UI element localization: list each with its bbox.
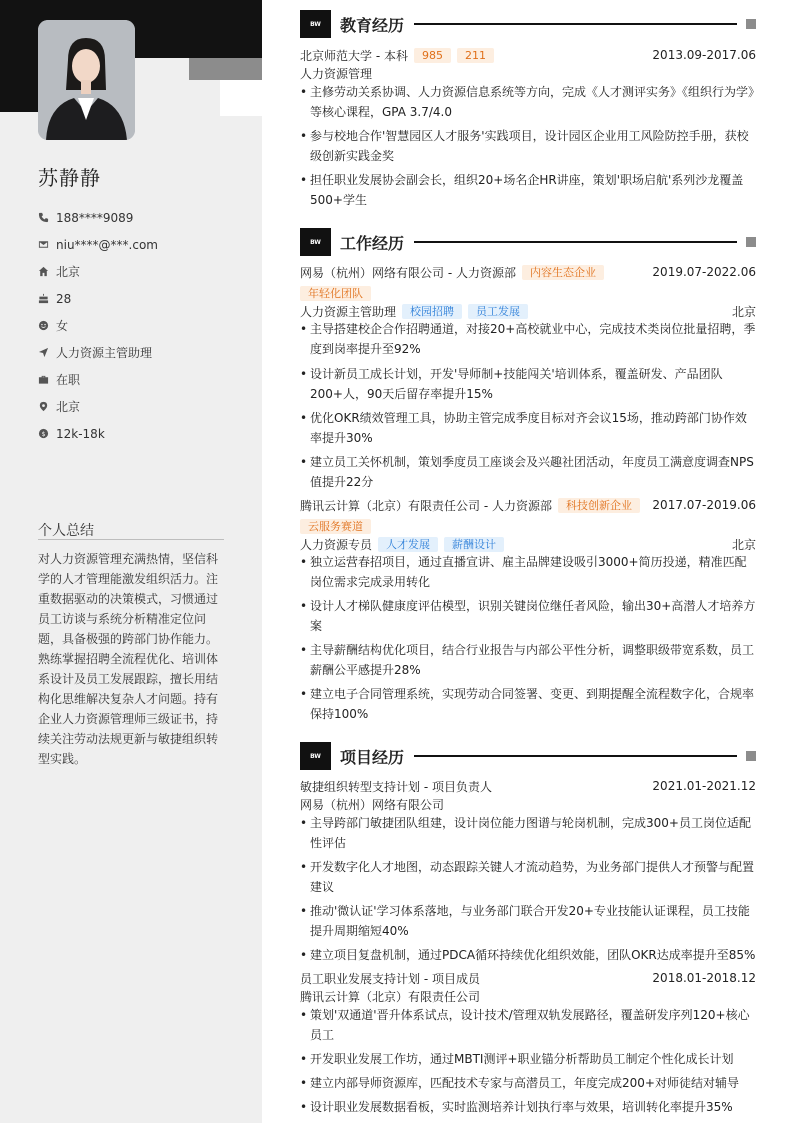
school-tag: 985 bbox=[414, 48, 451, 63]
company-tag: 年轻化团队 bbox=[300, 286, 371, 301]
sidebar bbox=[0, 0, 262, 1123]
section-square bbox=[746, 237, 756, 247]
project-date: 2021.01-2021.12 bbox=[652, 779, 756, 793]
location-icon bbox=[38, 401, 56, 412]
list-item: • 设计职业发展数据看板，实时监测培养计划执行率与效果，培训转化率提升35% bbox=[300, 1097, 756, 1117]
header-block bbox=[0, 58, 40, 112]
section-title: 项目经历 bbox=[340, 747, 405, 767]
section-title: 教育经历 bbox=[340, 15, 405, 35]
education-header bbox=[300, 10, 756, 38]
job-location: 北京 bbox=[731, 537, 756, 552]
list-item: • 推动'微认证'学习体系落地，与业务部门联合开发20+专业技能认证课程，员工技能提升周期缩短40% bbox=[300, 901, 756, 941]
position-tag: 人才发展 bbox=[378, 537, 438, 552]
school-name: 北京师范大学 - 本科 bbox=[300, 48, 408, 63]
email-text: niu****@***.com bbox=[56, 237, 158, 252]
list-item: • 设计新员工成长计划，开发'导师制+技能闯关'培训体系，覆盖研发、产品团队200+人，90天后留存率提升15% bbox=[300, 364, 756, 404]
list-item: • 参与校地合作'智慧园区人才服务'实践项目，设计园区企业用工风险防控手册，获校级创新实践金奖 bbox=[300, 126, 756, 166]
list-item: • 设计人才梯队健康度评估模型，识别关键岗位继任者风险，输出30+高潜人才培养方案 bbox=[300, 596, 756, 636]
company-tag: 内容生态企业 bbox=[522, 265, 604, 280]
summary-title: 个人总结 bbox=[38, 523, 94, 539]
project-name: 员工职业发展支持计划 - 项目成员 bbox=[300, 971, 480, 986]
list-item: • 建立内部导师资源库，匹配技术专家与高潜员工，年度完成200+对师徒结对辅导 bbox=[300, 1073, 756, 1093]
info-salary bbox=[38, 420, 238, 447]
briefcase-icon bbox=[38, 374, 56, 385]
education-date: 2013.09-2017.06 bbox=[652, 48, 756, 62]
list-item: • 建立电子合同管理系统，实现劳动合同签署、变更、到期提醒全流程数字化，合规率保持100% bbox=[300, 684, 756, 724]
info-target-position bbox=[38, 339, 238, 366]
section-rule bbox=[414, 755, 737, 757]
job-position: 人力资源主管助理 bbox=[300, 304, 397, 319]
info-gender bbox=[38, 312, 238, 339]
list-item: • 开发职业发展工作坊，通过MBTI测评+职业锚分析帮助员工制定个性化成长计划 bbox=[300, 1049, 756, 1069]
job-date: 2017.07-2019.06 bbox=[652, 498, 756, 512]
position-tag: 员工发展 bbox=[468, 304, 528, 319]
school-tag: 211 bbox=[457, 48, 494, 63]
list-item: • 开发数字化人才地图，动态跟踪关键人才流动趋势，为业务部门提供人才预警与配置建议 bbox=[300, 857, 756, 897]
svg-text:$: $ bbox=[41, 429, 46, 438]
list-item: • 建立项目复盘机制，通过PDCA循环持续优化组织效能，团队OKR达成率提升至85% bbox=[300, 945, 756, 965]
info-status bbox=[38, 366, 238, 393]
target-city-text: 北京 bbox=[56, 400, 81, 414]
info-target-city bbox=[38, 393, 238, 420]
job-position-row bbox=[300, 535, 756, 553]
list-item: • 主导薪酬结构优化项目，结合行业报告与内部公平性分析，调整职级带宽系数，员工薪酬公平感提升28% bbox=[300, 640, 756, 680]
salary-icon bbox=[38, 428, 56, 439]
status-text: 在职 bbox=[56, 373, 81, 387]
info-age bbox=[38, 285, 238, 312]
project-name-row bbox=[300, 777, 756, 795]
decor-bar bbox=[189, 58, 262, 80]
job-company-row bbox=[300, 496, 756, 514]
job-company-tag-row bbox=[300, 518, 756, 534]
phone-icon bbox=[38, 212, 56, 223]
info-phone bbox=[38, 204, 238, 231]
job-location: 北京 bbox=[731, 304, 756, 319]
mail-icon bbox=[38, 239, 56, 250]
job-position-row bbox=[300, 302, 756, 320]
list-item: • 独立运营春招项目，通过直播宣讲、雇主品牌建设吸引3000+简历投递，精准匹配岗位需求完成录用转化 bbox=[300, 552, 756, 592]
age-text: 28 bbox=[56, 291, 72, 306]
section-rule bbox=[414, 241, 737, 243]
education-school-row bbox=[300, 46, 756, 64]
list-item: • 担任职业发展协会副会长，组织20+场名企HR讲座，策划'职场启航'系列沙龙覆盖500+学生 bbox=[300, 170, 756, 210]
project-date: 2018.01-2018.12 bbox=[652, 971, 756, 985]
info-email bbox=[38, 231, 238, 258]
summary-text: 对人力资源管理充满热情，坚信科学的人才管理能激发组织活力。注重数据驱动的决策模式，习惯通过员工访谈与系统分析精准定位问题，具备极强的跨部门协作能力。熟练掌握招聘全流程优化、培训体系设计及员工发展跟踪，擅长用结构化思维解决复杂人才问题。持有企业人力资源管理师三级证书，持续关注劳动法规更新与敏捷组织转型实践。 bbox=[38, 552, 219, 766]
candidate-name: 苏静静 bbox=[38, 166, 101, 190]
list-item: • 主导搭建校企合作招聘通道，对接20+高校就业中心，完成技术类岗位批量招聘，季度到岗率提升至92% bbox=[300, 319, 756, 359]
project-name-row bbox=[300, 969, 756, 987]
job-position: 人力资源专员 bbox=[300, 537, 373, 552]
contact-info bbox=[38, 204, 238, 447]
work-header bbox=[300, 228, 756, 256]
project-name: 敏捷组织转型支持计划 - 项目负责人 bbox=[300, 779, 492, 794]
city-text: 北京 bbox=[56, 265, 81, 279]
education-major-row bbox=[300, 64, 756, 82]
position-tag: 薪酬设计 bbox=[444, 537, 504, 552]
info-city bbox=[38, 258, 238, 285]
list-item: • 主修劳动关系协调、人力资源信息系统等方向，完成《人才测评实务》《组织行为学》等核心课程，GPA 3.7/4.0 bbox=[300, 82, 756, 122]
list-item: • 主导跨部门敏捷团队组建，设计岗位能力图谱与轮岗机制，完成300+员工岗位适配性评估 bbox=[300, 813, 756, 853]
section-logo-icon: BW bbox=[300, 228, 331, 256]
company-tag: 科技创新企业 bbox=[558, 498, 640, 513]
job-company-tag-row bbox=[300, 285, 756, 301]
list-item: • 策划'双通道'晋升体系试点，设计技术/管理双轨发展路径，覆盖研发序列120+核心员工 bbox=[300, 1005, 756, 1045]
section-logo-icon: BW bbox=[300, 742, 331, 770]
list-item: • 建立员工关怀机制，策划季度员工座谈会及兴趣社团活动，年度员工满意度调查NPS值提升22分 bbox=[300, 452, 756, 492]
decor-bar bbox=[220, 80, 262, 116]
section-square bbox=[746, 19, 756, 29]
summary-divider bbox=[38, 539, 224, 540]
face-icon bbox=[38, 320, 56, 331]
home-icon bbox=[38, 266, 56, 277]
section-logo-icon: BW bbox=[300, 10, 331, 38]
list-item: • 优化OKR绩效管理工具，协助主管完成季度目标对齐会议15场，推动跨部门协作效率提升30% bbox=[300, 408, 756, 448]
position-text: 人力资源主管助理 bbox=[56, 346, 153, 360]
cake-icon bbox=[38, 293, 56, 304]
section-rule bbox=[414, 23, 737, 25]
job-company: 网易（杭州）网络有限公司 - 人力资源部 bbox=[300, 265, 516, 280]
gender-text: 女 bbox=[56, 319, 69, 333]
job-date: 2019.07-2022.06 bbox=[652, 265, 756, 279]
project-company: 腾讯云计算（北京）有限责任公司 bbox=[300, 989, 481, 1004]
major: 人力资源管理 bbox=[300, 66, 373, 81]
profile-photo bbox=[38, 20, 135, 140]
project-company-row bbox=[300, 795, 756, 813]
position-tag: 校园招聘 bbox=[402, 304, 462, 319]
salary-text: 12k-18k bbox=[56, 426, 105, 441]
section-title: 工作经历 bbox=[340, 233, 405, 253]
section-square bbox=[746, 751, 756, 761]
project-company: 网易（杭州）网络有限公司 bbox=[300, 797, 445, 812]
phone-text: 188****9089 bbox=[56, 210, 134, 225]
job-company-row bbox=[300, 263, 756, 281]
company-tag: 云服务赛道 bbox=[300, 519, 371, 534]
project-company-row bbox=[300, 987, 756, 1005]
send-icon bbox=[38, 347, 56, 358]
projects-header bbox=[300, 742, 756, 770]
job-company: 腾讯云计算（北京）有限责任公司 - 人力资源部 bbox=[300, 498, 552, 513]
